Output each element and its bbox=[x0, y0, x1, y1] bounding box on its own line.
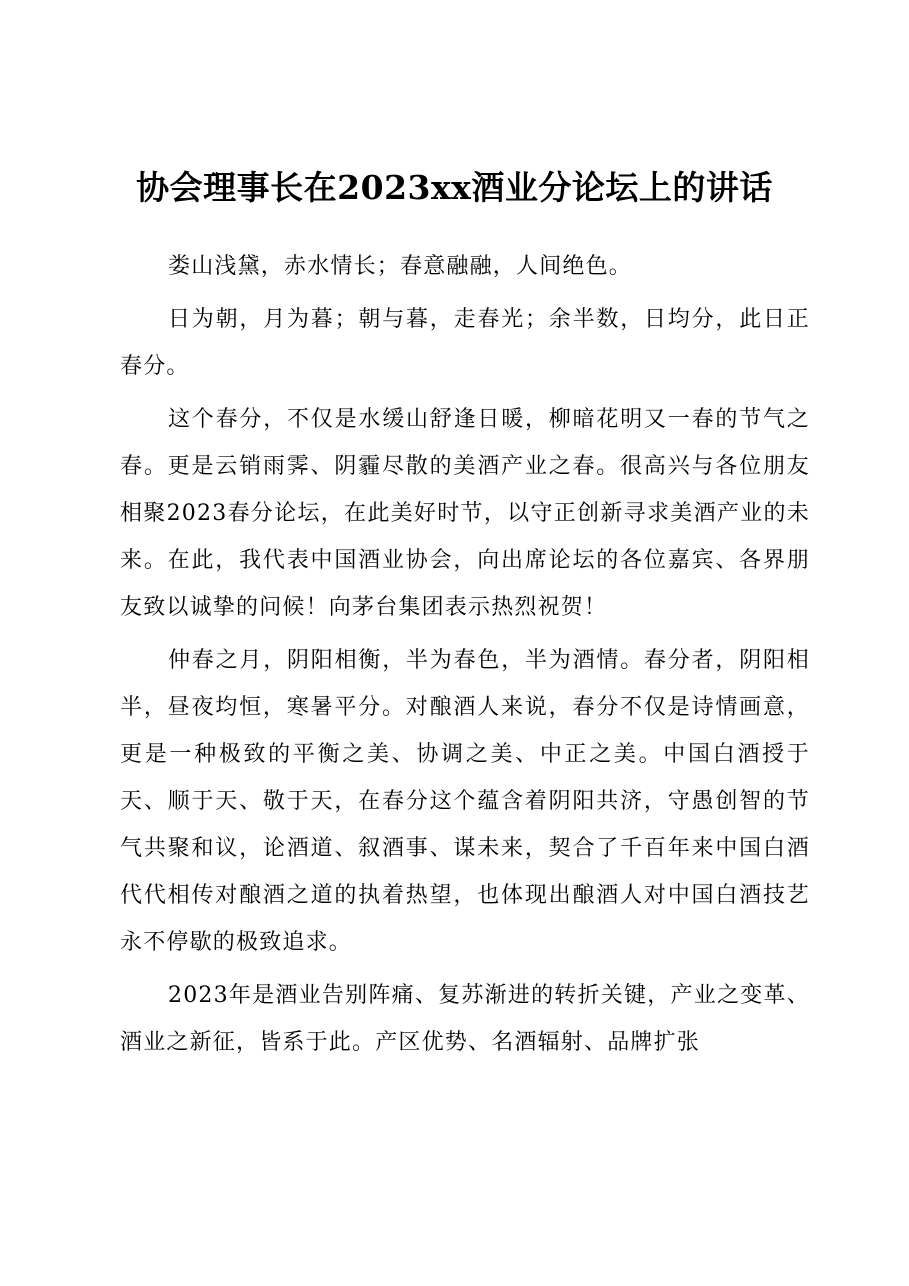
paragraph-1: 娄山浅黛，赤水情长；春意融融，人间绝色。 bbox=[168, 254, 633, 279]
paragraph-5: 2023年是酒业告别阵痛、复苏渐进的转折关键，产业之变革、酒业之新征，皆系于此。产区优势、名酒辐射、品牌扩张 bbox=[120, 983, 810, 1055]
document-body bbox=[120, 243, 810, 1072]
paragraph-2: 日为朝，月为暮；朝与暮，走春光；余半数，日均分，此日正春分。 bbox=[120, 307, 810, 379]
paragraph-4: 仲春之月，阴阳相衡，半为春色，半为酒情。春分者，阴阳相半，昼夜均恒，寒暑平分。对酿酒人来说，春分不仅是诗情画意，更是一种极致的平衡之美、协调之美、中正之美。中国白酒授于天、顺于天、敬于天，在春分这个蕴含着阴阳共济，守愚创智的节气共聚和议，论酒道、叙酒事、谋未来，契合了千百年来中国白酒代代相传对酿酒之道的执着热望，也体现出酿酒人对中国白酒技艺永不停歇的极致追求。 bbox=[120, 648, 810, 955]
document-title: 协会理事长在2023xx酒业分论坛上的讲话 bbox=[136, 168, 773, 207]
paragraph-3: 这个春分，不仅是水缓山舒逢日暖，柳暗花明又一春的节气之春。更是云销雨霁、阴霾尽散的美酒产业之春。很高兴与各位朋友相聚2023春分论坛，在此美好时节，以守正创新寻求美酒产业的未来。在此，我代表中国酒业协会，向出席论坛的各位嘉宾、各界朋友致以诚挚的问候！向茅台集团表示热烈祝贺！ bbox=[120, 407, 810, 620]
